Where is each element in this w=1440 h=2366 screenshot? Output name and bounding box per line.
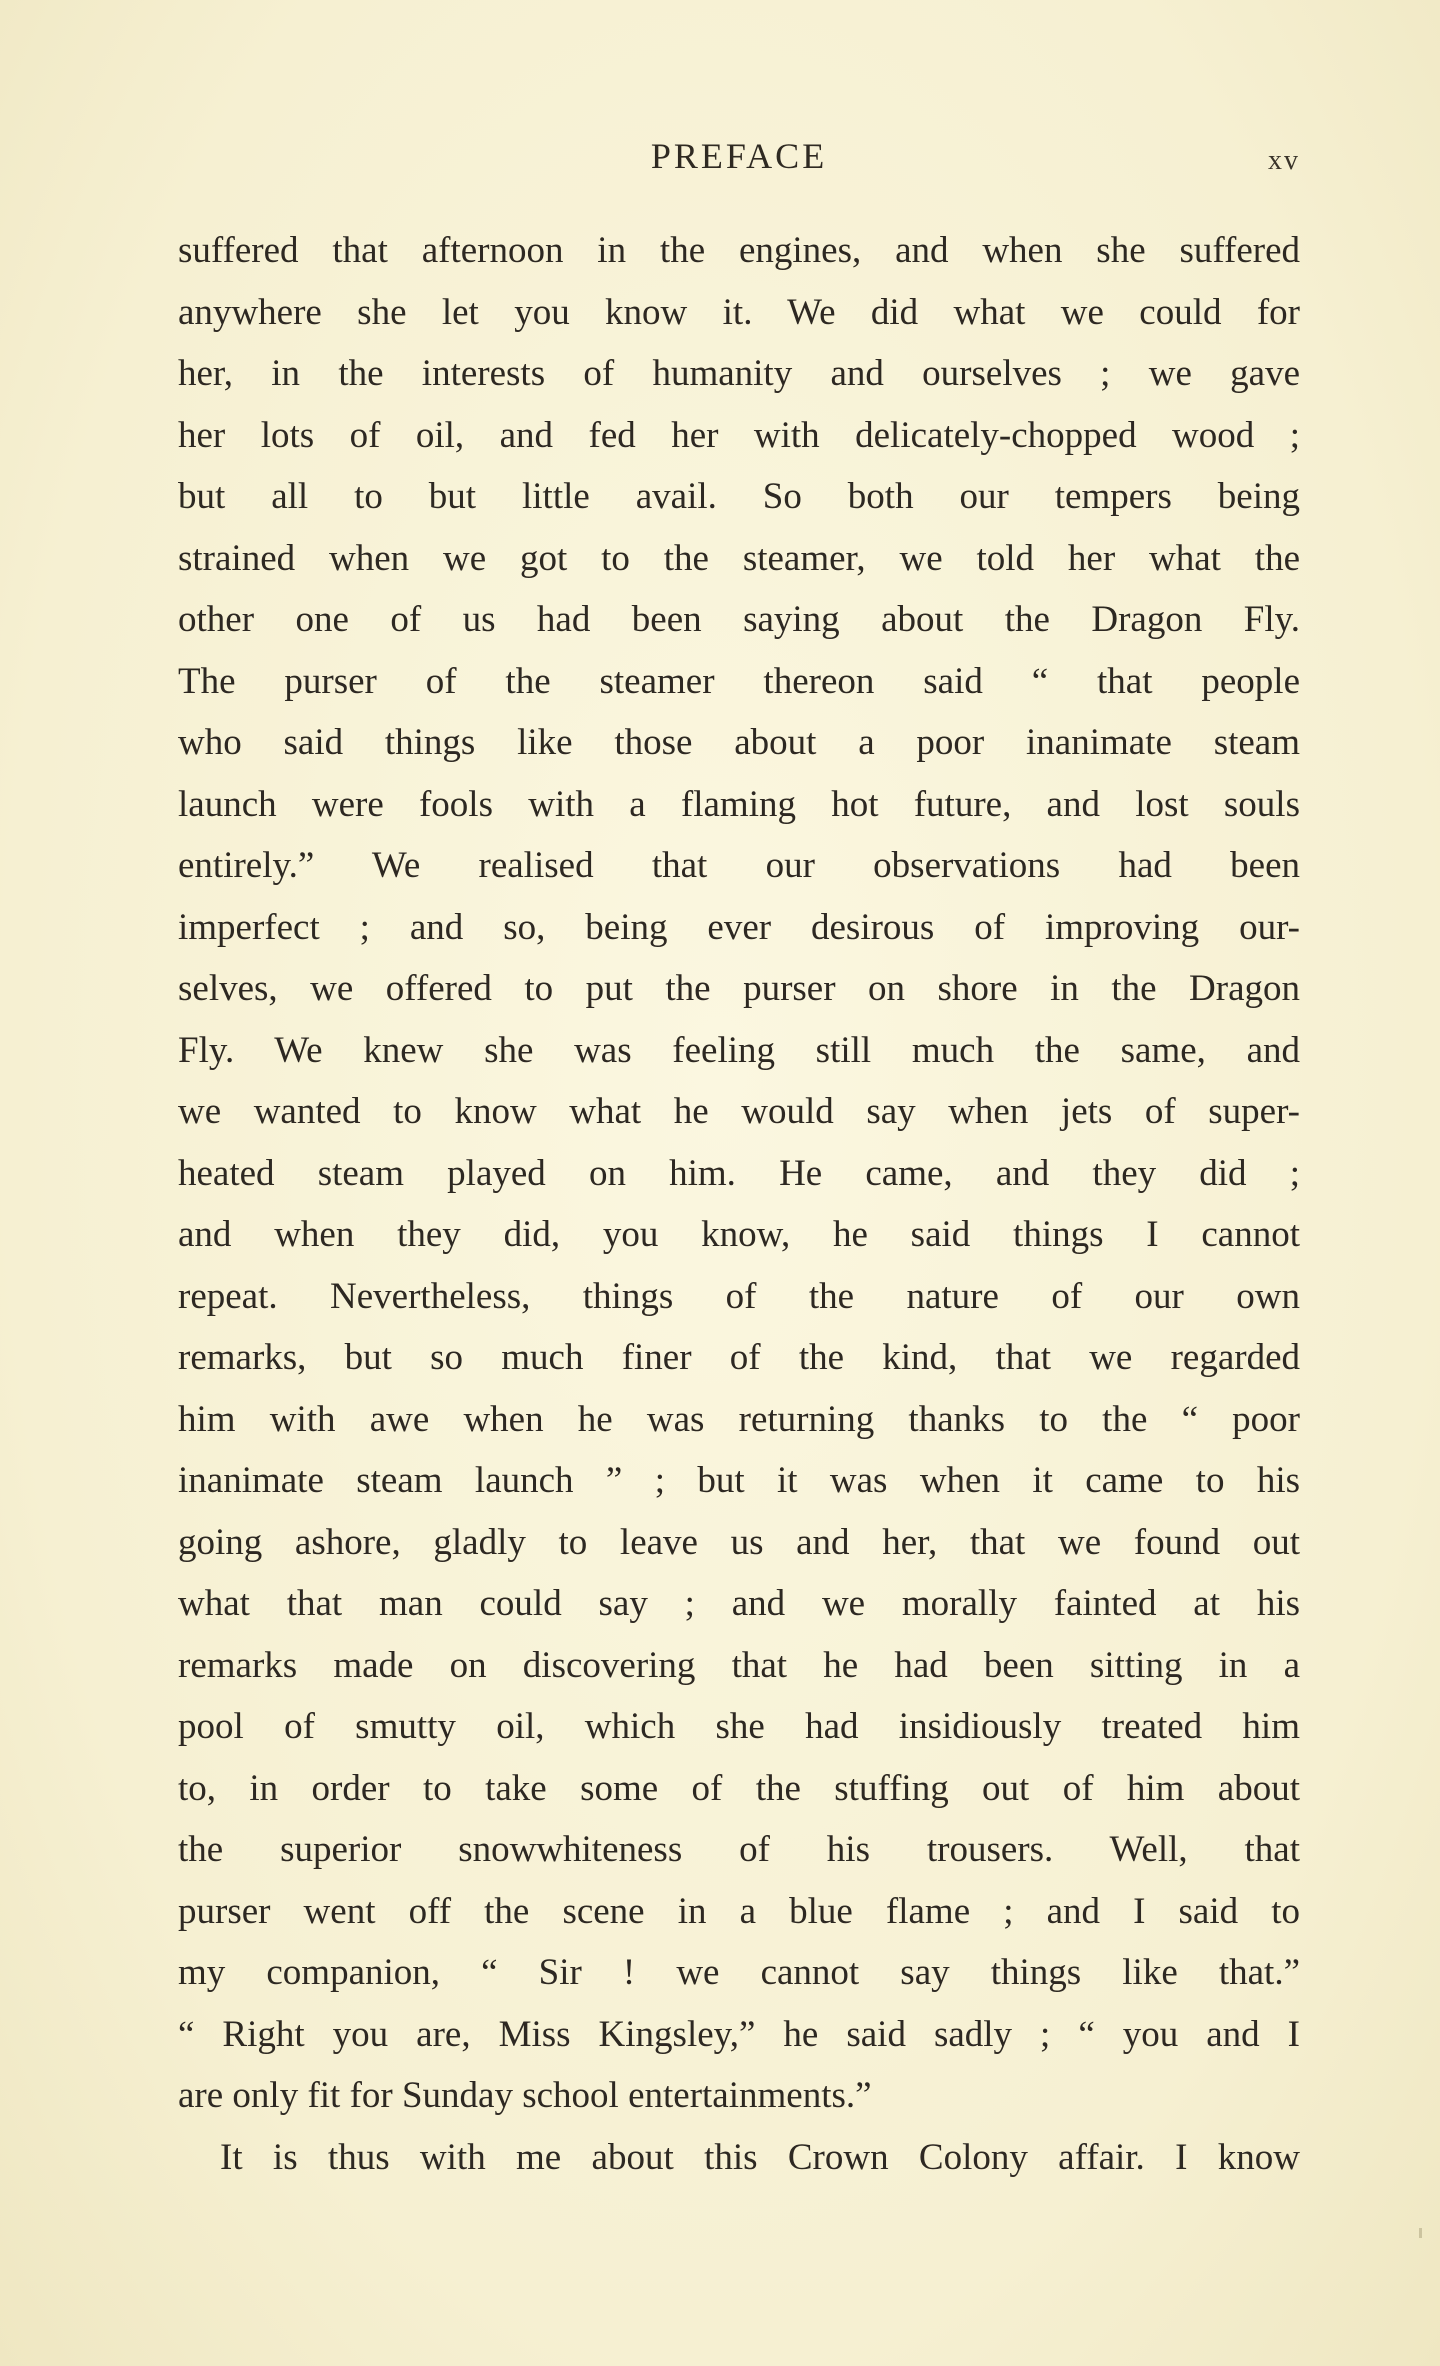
text-line: other one of us had been saying about the Dragon Fly.	[178, 599, 1300, 640]
text-line: imperfect ; and so, being ever desirous of improving our-	[178, 906, 1300, 948]
text-line: heated steam played on him. He came, and they did ;	[178, 1152, 1300, 1194]
text-line: anywhere she let you know it. We did what we could for	[178, 291, 1300, 333]
text-line: pool of smutty oil, which she had insidiously treated him	[178, 1706, 1300, 1747]
text-line: him with awe when he was returning thanks to the “ poor	[178, 1398, 1300, 1440]
text-line: strained when we got to the steamer, we told her what the	[178, 537, 1300, 579]
text-line: inanimate steam launch ” ; but it was when it came to his	[178, 1460, 1300, 1501]
text-line: her lots of oil, and fed her with delicately-chopped wood ;	[178, 414, 1300, 456]
text-line: going ashore, gladly to leave us and her, that we found out	[178, 1521, 1300, 1563]
text-line: remarks, but so much finer of the kind, that we regarded	[178, 1337, 1300, 1378]
running-head	[178, 135, 1300, 185]
text-line: we wanted to know what he would say when jets of super-	[178, 1091, 1300, 1132]
text-line: Fly. We knew she was feeling still much the same, and	[178, 1029, 1300, 1071]
text-line: suffered that afternoon in the engines, and when she suffered	[178, 230, 1300, 271]
paragraph-start-line: It is thus with me about this Crown Colony affair. I know	[220, 2136, 1300, 2178]
text-line: and when they did, you know, he said things I cannot	[178, 1214, 1300, 1255]
text-line: purser went off the scene in a blue flame ; and I said to	[178, 1890, 1300, 1932]
page-number: xv	[1268, 145, 1300, 176]
text-line: launch were fools with a flaming hot future, and lost souls	[178, 783, 1300, 825]
running-head-title: PREFACE	[650, 136, 828, 176]
text-line: but all to but little avail. So both our tempers being	[178, 476, 1300, 517]
text-line: “ Right you are, Miss Kingsley,” he said sadly ; “ you and I	[178, 2013, 1300, 2055]
text-line: what that man could say ; and we morally fainted at his	[178, 1583, 1300, 1624]
paper-speck	[1419, 2228, 1422, 2238]
text-line: her, in the interests of humanity and ourselves ; we gave	[178, 353, 1300, 394]
body-text	[178, 220, 1300, 2188]
text-line: The purser of the steamer thereon said “ that people	[178, 660, 1300, 702]
text-line: to, in order to take some of the stuffing out of him about	[178, 1767, 1300, 1809]
text-line: remarks made on discovering that he had been sitting in a	[178, 1644, 1300, 1686]
text-line: repeat. Nevertheless, things of the nature of our own	[178, 1275, 1300, 1317]
text-line: entirely.” We realised that our observations had been	[178, 845, 1300, 886]
text-line: who said things like those about a poor inanimate steam	[178, 722, 1300, 763]
text-line: selves, we offered to put the purser on shore in the Dragon	[178, 968, 1300, 1009]
paragraph-end-line: are only fit for Sunday school entertainments.”	[178, 2075, 872, 2116]
text-line: the superior snowwhiteness of his trousers. Well, that	[178, 1829, 1300, 1870]
text-line: my companion, “ Sir ! we cannot say things like that.”	[178, 1952, 1300, 1993]
